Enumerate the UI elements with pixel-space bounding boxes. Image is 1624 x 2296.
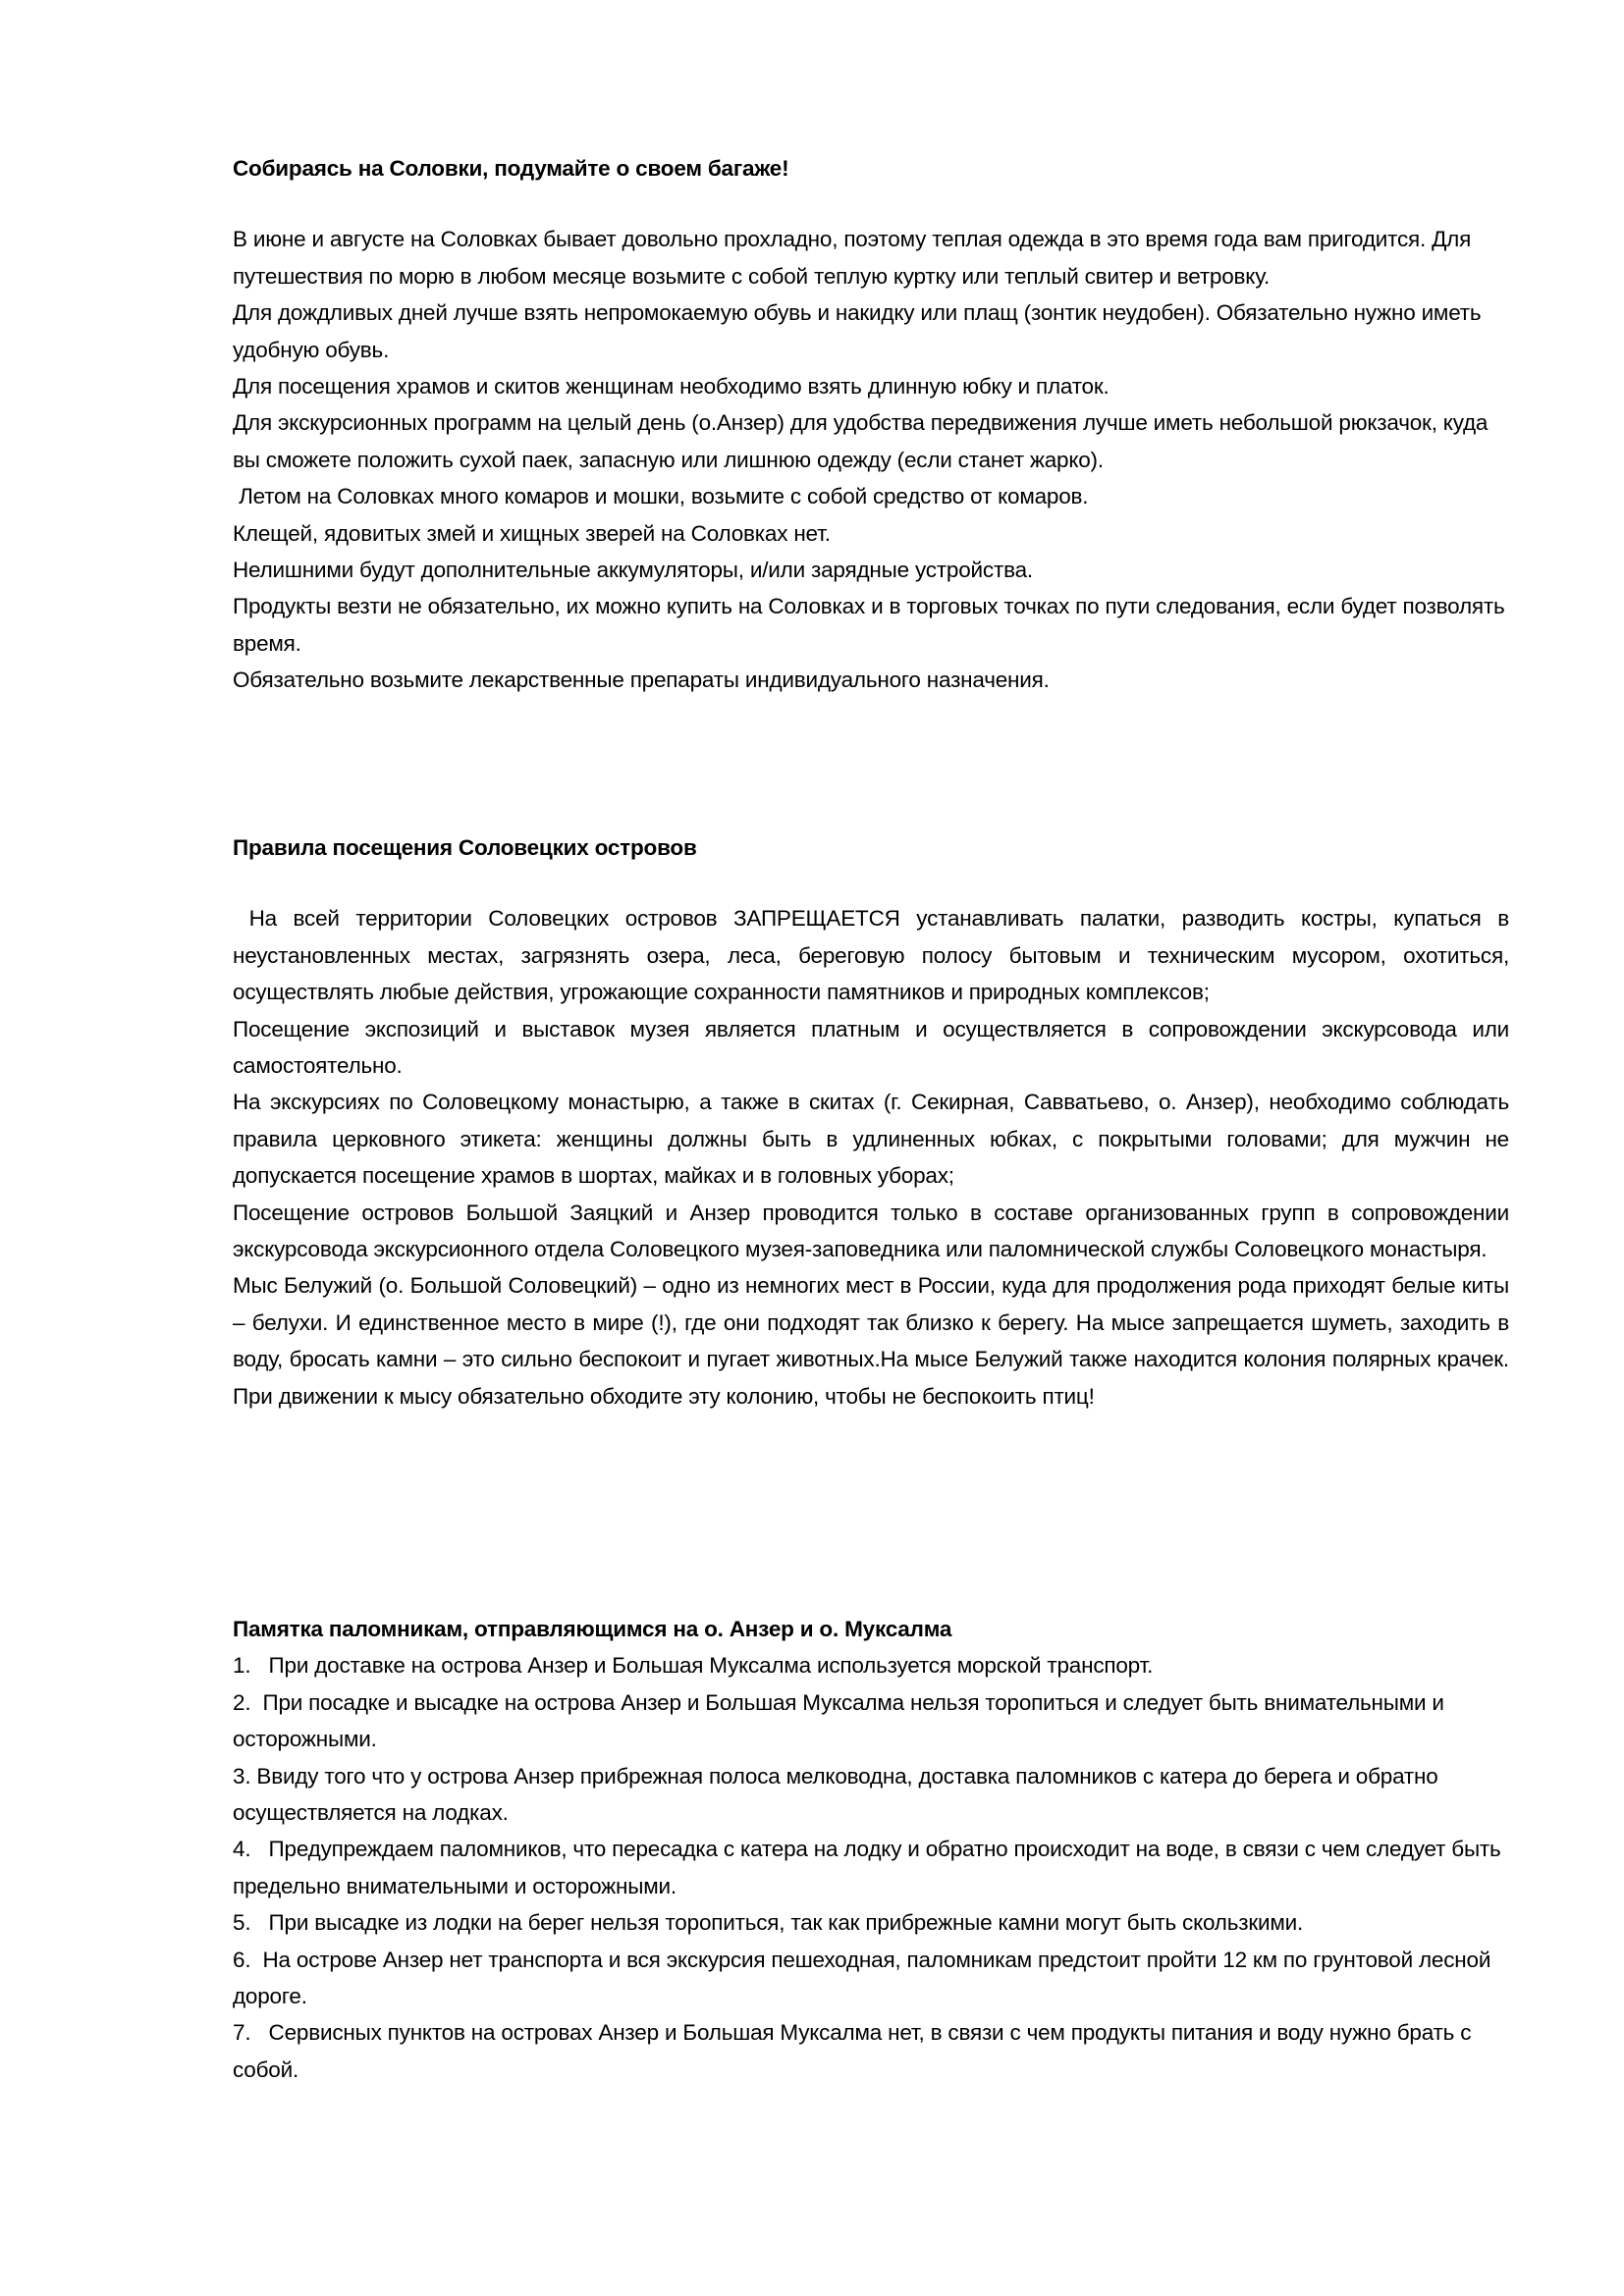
paragraph: Посещение островов Большой Заяцкий и Анзер проводится только в составе организованных групп в сопровождении экскурсовода экскурсионного отдела Соловецкого музея-заповедника или паломнической службы Соловецкого монастыря. bbox=[233, 1200, 1509, 1262]
section-body bbox=[233, 900, 1516, 1415]
section-visit-rules bbox=[233, 829, 1516, 1415]
list-text: При посадке и высадке на острова Анзер и Большая Муксалма нельзя торопиться и следует быть внимательными и осторожными. bbox=[233, 1689, 1444, 1752]
section-pilgrim-memo bbox=[233, 1611, 1509, 2088]
list-text: Предупреждаем паломников, что пересадка с катера на лодку и обратно происходит на воде, в связи с чем следует быть предельно внимательными и осторожными. bbox=[233, 1837, 1501, 1898]
numbered-list bbox=[233, 1647, 1509, 2088]
section-heading: Правила посещения Соловецких островов bbox=[233, 835, 697, 860]
list-number: 5. bbox=[233, 1910, 269, 1936]
paragraph: Для экскурсионных программ на целый день (о.Анзер) для удобства передвижения лучше иметь небольшой рюкзачок, куда вы сможете положить сухой паек, запасную или лишнюю одежду (если станет жарко). bbox=[233, 410, 1489, 472]
paragraph: Для дождливых дней лучше взять непромокаемую обувь и накидку или плащ (зонтик неудобен). Обязательно нужно иметь удобную обувь. bbox=[233, 300, 1482, 362]
paragraph: В июне и августе на Соловках бывает довольно прохладно, поэтому теплая одежда в это время года вам пригодится. Для путешествия по морю в любом месяце возьмите с собой теплую куртку или теплый свитер и ветровку. bbox=[233, 227, 1472, 289]
paragraph: На всей территории Соловецких островов ЗАПРЕЩАЕТСЯ устанавливать палатки, разводить костры, купаться в неустановленных местах, загрязнять озера, леса, береговую полосу бытовым и техническим мусором, охотиться, осуществлять любые действия, угрожающие сохранности памятников и природных комплексов; bbox=[233, 906, 1516, 1005]
list-text: При доставке на острова Анзер и Большая Муксалма используется морской транспорт. bbox=[268, 1653, 1154, 1679]
list-text: На острове Анзер нет транспорта и вся экскурсия пешеходная, паломникам предстоит пройти 12 км по грунтовой лесной дороге. bbox=[233, 1947, 1491, 2009]
list-item bbox=[233, 2014, 1509, 2088]
list-number: 7. bbox=[233, 2020, 269, 2046]
list-number: 4. bbox=[233, 1837, 269, 1862]
section-heading: Собираясь на Соловки, подумайте о своем багаже! bbox=[233, 156, 789, 181]
list-item bbox=[233, 1758, 1509, 1832]
paragraph: Обязательно возьмите лекарственные препараты индивидуального назначения. bbox=[233, 667, 1050, 693]
section-heading: Памятка паломникам, отправляющимся на о. Анзер и о. Муксалма bbox=[233, 1617, 952, 1641]
list-text: Ввиду того что у острова Анзер прибрежная полоса мелководна, доставка паломников с катера до берега и обратно осуществляется на лодках. bbox=[233, 1763, 1438, 1826]
list-number: 1. bbox=[233, 1653, 269, 1679]
section-luggage bbox=[233, 150, 1509, 699]
paragraph: Клещей, ядовитых змей и хищных зверей на Соловках нет. bbox=[233, 520, 831, 546]
paragraph: Для посещения храмов и скитов женщинам необходимо взять длинную юбку и платок. bbox=[233, 374, 1110, 400]
list-item bbox=[233, 1684, 1509, 1758]
list-item bbox=[233, 1942, 1509, 2015]
paragraph: Мыс Белужий (о. Большой Соловецкий) – одно из немногих мест в России, куда для продолжения рода приходят белые киты – белухи. И единственное место в мире (!), где они подходят так близко к берегу. На мысе запрещается шуметь, заходить в воду, бросать камни – это сильно беспокоит и пугает животных.На мысе Белужий также находится колония полярных крачек. При движении к мысу обязательно обходите эту колонию, чтобы не беспокоить птиц! bbox=[233, 1273, 1509, 1409]
paragraph: На экскурсиях по Соловецкому монастырю, а также в скитах (г. Секирная, Савватьево, о. Анзер), необходимо соблюдать правила церковного этикета: женщины должны быть в удлиненных юбках, с покрытыми головами; для мужчин не допускается посещение храмов в шортах, майках и в головных уборах; bbox=[233, 1090, 1509, 1189]
paragraph: Летом на Соловках много комаров и мошки, возьмите с собой средство от комаров. bbox=[233, 484, 1089, 509]
paragraph: Нелишними будут дополнительные аккумуляторы, и/или зарядные устройства. bbox=[233, 558, 1033, 583]
list-item bbox=[233, 1831, 1509, 1904]
list-text: При высадке из лодки на берег нельзя торопиться, так как прибрежные камни могут быть скользкими. bbox=[268, 1910, 1304, 1936]
paragraph: Продукты везти не обязательно, их можно купить на Соловках и в торговых точках по пути следования, если будет позволять время. bbox=[233, 594, 1505, 656]
list-number: 2. bbox=[233, 1689, 263, 1715]
list-text: Сервисных пунктов на островах Анзер и Большая Муксалма нет, в связи с чем продукты питания и воду нужно брать с собой. bbox=[233, 2020, 1472, 2082]
paragraph: Посещение экспозиций и выставок музея является платным и осуществляется в сопровождении экскурсовода или самостоятельно. bbox=[233, 1016, 1509, 1079]
section-body bbox=[233, 221, 1509, 698]
list-item bbox=[233, 1647, 1509, 1683]
list-number: 3. bbox=[233, 1763, 257, 1789]
list-number: 6. bbox=[233, 1947, 263, 1972]
list-item bbox=[233, 1904, 1509, 1941]
